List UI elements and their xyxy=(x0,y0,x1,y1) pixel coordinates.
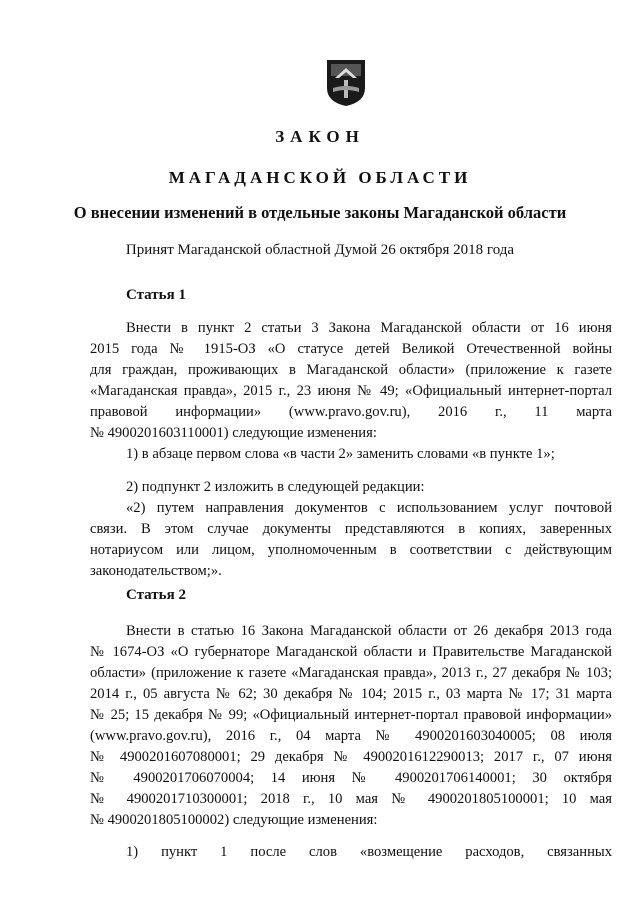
adoption-note: Принят Магаданской областной Думой 26 октября 2018 года xyxy=(125,242,515,258)
text-line: № 25; 15 декабря № 99; «Официальный интернет-портал правовой информации» xyxy=(90,707,612,723)
region-title: МАГАДАНСКОЙ ОБЛАСТИ xyxy=(168,168,472,187)
text-line: № 4900201706070004; 14 июня № 4900201706140001; 30 октября xyxy=(90,770,612,786)
text-line: 2014 г., 05 августа № 62; 30 декабря № 104; 2015 г., 03 марта № 17; 31 марта xyxy=(90,686,612,702)
article-2-heading: Статья 2 xyxy=(126,587,186,603)
text-line: законодательством;». xyxy=(90,563,222,579)
text-line: для граждан, проживающих в Магаданской области» (приложение к газете xyxy=(90,362,612,378)
article-1-intro xyxy=(90,318,612,444)
text-line: № 4900201710300001; 2018 г., 10 мая № 4900201805100001; 10 мая xyxy=(90,791,612,807)
text-line: (www.pravo.gov.ru), 2016 г., 04 марта № 4900201603040005; 08 июля xyxy=(90,728,612,744)
text-line: № 4900201805100002) следующие изменения: xyxy=(90,812,378,828)
text-line: № 4900201607080001; 29 декабря № 4900201612290013; 2017 г., 07 июня xyxy=(90,749,612,765)
text-line: правовой информации» (www.pravo.gov.ru), 2016 г., 11 марта xyxy=(90,404,612,420)
document-type-title: ЗАКОН xyxy=(275,127,365,146)
law-subject-title: О внесении изменений в отдельные законы Магаданской области xyxy=(73,203,567,222)
article-2-item-1 xyxy=(90,842,612,863)
text-line: Внести в пункт 2 статьи 3 Закона Магаданской области от 16 июня xyxy=(126,320,612,336)
text-line: № 4900201603110001) следующие изменения: xyxy=(90,425,377,441)
text-line: 2015 года № 1915-ОЗ «О статусе детей Великой Отечественной войны xyxy=(90,341,612,357)
article-1-heading: Статья 1 xyxy=(126,287,186,303)
text-line: 2) подпункт 2 изложить в следующей редакции: xyxy=(126,479,425,495)
coat-of-arms-icon xyxy=(325,58,367,108)
text-line: нотариусом или лицом, уполномоченным в соответствии с действующим xyxy=(90,542,612,558)
article-1-item-1 xyxy=(90,444,612,465)
text-line: 1) в абзаце первом слова «в части 2» заменить словами «в пункте 1»; xyxy=(126,446,555,462)
text-line: «2) путем направления документов с использованием услуг почтовой xyxy=(126,500,612,516)
text-line: области» (приложение к газете «Магаданская правда», 2013 г., 27 декабря № 103; xyxy=(90,665,612,681)
text-line: Внести в статью 16 Закона Магаданской области от 26 декабря 2013 года xyxy=(126,623,612,639)
text-line: связи. В этом случае документы представляются в копиях, заверенных xyxy=(90,521,612,537)
article-1-item-2 xyxy=(90,477,612,582)
article-2-intro xyxy=(90,621,612,831)
text-line: 1) пункт 1 после слов «возмещение расходов, связанных xyxy=(126,844,612,860)
text-line: «Магаданская правда», 2015 г., 23 июня № 49; «Официальный интернет-портал xyxy=(90,383,612,399)
text-line: № 1674-ОЗ «О губернаторе Магаданской области и Правительстве Магаданской xyxy=(90,644,612,660)
